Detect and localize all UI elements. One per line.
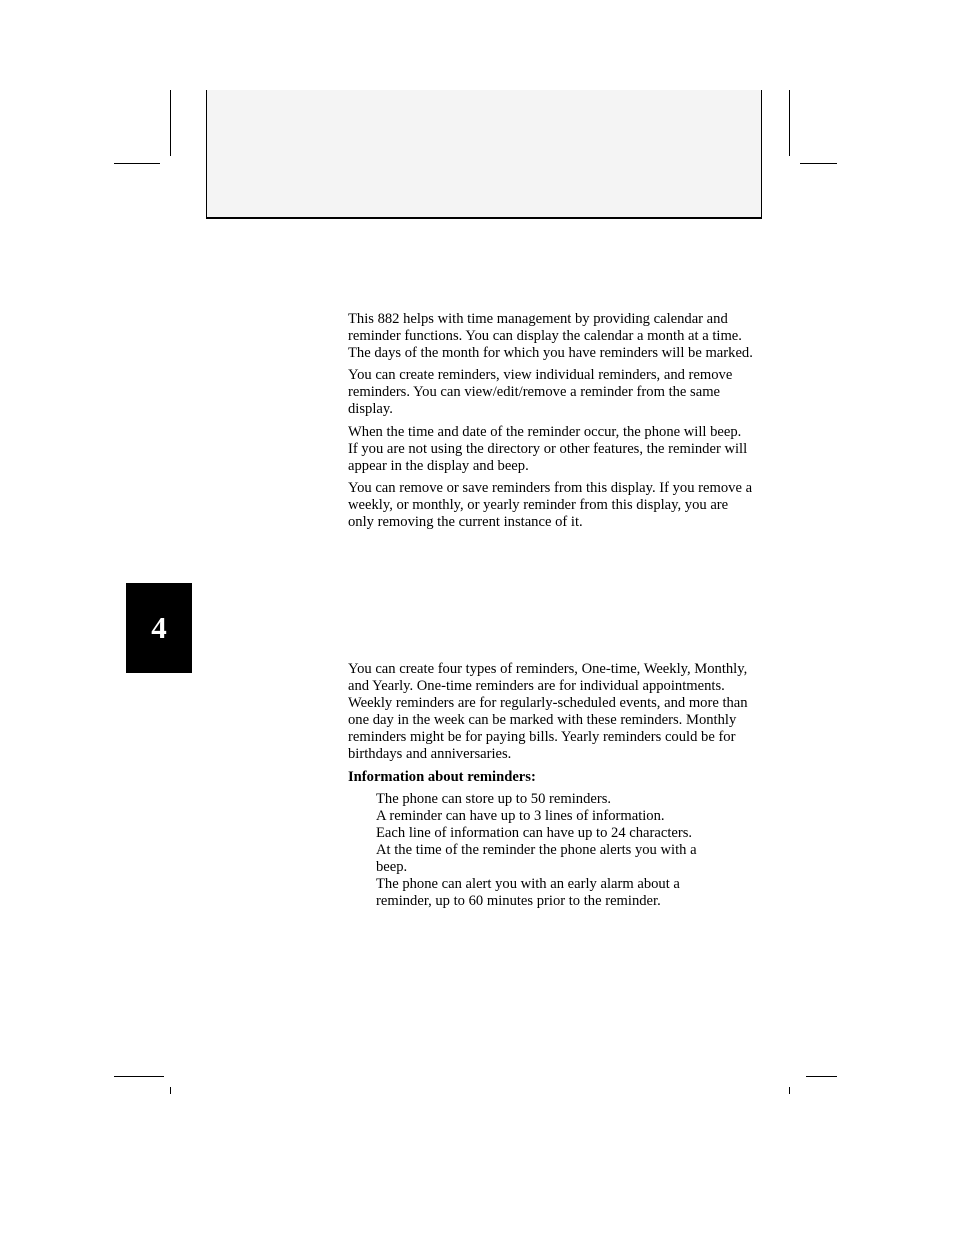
info-list [348, 791, 753, 911]
crop-mark-bottom-right-horizontal [806, 1076, 837, 1077]
intro-paragraph: This 882 helps with time management by providing calendar and reminder functions. You can display the calendar a month at a time. The days of the month for which you have reminders will be marked. [348, 311, 753, 362]
crop-mark-bottom-left-vertical [170, 1087, 171, 1094]
intro-paragraph: You can remove or save reminders from this display. If you remove a weekly, or monthly, or yearly reminder from this display, you are only removing the current instance of it. [348, 479, 753, 531]
crop-mark-top-right-vertical [789, 90, 790, 156]
crop-mark-top-left-vertical [170, 90, 171, 156]
chapter-header-box [206, 90, 762, 219]
reminder-types-section [348, 661, 753, 910]
info-list-item: The phone can alert you with an early alarm about a reminder, up to 60 minutes prior to the reminder. [376, 876, 680, 910]
reminder-types-paragraph: You can create four types of reminders, One-time, Weekly, Monthly, and Yearly. One-time reminders are for individual appointments. Weekly reminders are for regularly-scheduled events, and more than one day in the week can be marked with these reminders. Monthly reminders might be for paying bills. Yearly reminders could be for birthdays and anniversaries. [348, 661, 748, 763]
crop-mark-bottom-right-vertical [789, 1087, 790, 1094]
intro-section [348, 311, 753, 536]
crop-mark-top-right-horizontal [800, 163, 837, 164]
crop-mark-top-left-horizontal [114, 163, 160, 164]
info-list-item: Each line of information can have up to 24 characters. [376, 824, 693, 841]
intro-paragraph: When the time and date of the reminder occur, the phone will beep. If you are not using the directory or other features, the reminder will appear in the display and beep. [348, 423, 748, 474]
chapter-tab [126, 583, 192, 673]
crop-mark-bottom-left-horizontal [114, 1076, 164, 1077]
info-list-item: The phone can store up to 50 reminders. [376, 790, 612, 807]
info-heading: Information about reminders: [348, 768, 536, 785]
info-list-item: At the time of the reminder the phone alerts you with a beep. [376, 841, 697, 876]
chapter-number: 4 [151, 610, 167, 645]
intro-paragraph: You can create reminders, view individual reminders, and remove reminders. You can view/edit/remove a reminder from the same display. [348, 367, 733, 418]
info-list-item: A reminder can have up to 3 lines of information. [376, 807, 665, 824]
